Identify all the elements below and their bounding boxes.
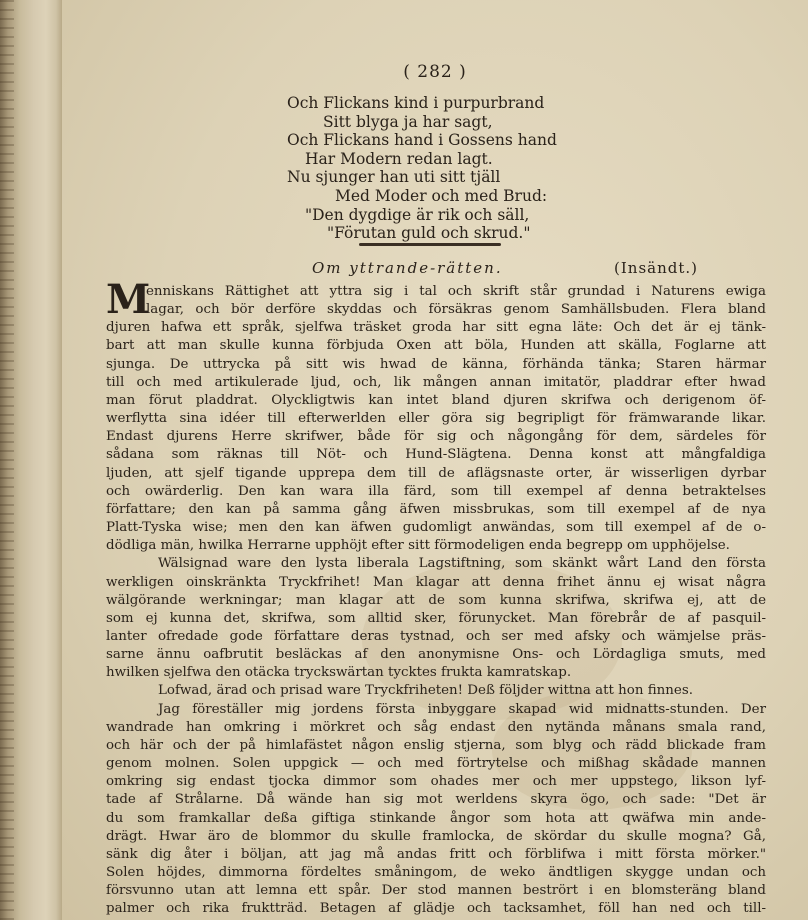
- text-line: Jag föreställer mig jordens första inbyggare skapad wid midnatts-stunden. Der: [158, 701, 766, 717]
- text-line: omkring sig endast tjocka dimmor som ohades mer och mer uppstego, likson lyf-: [106, 774, 766, 790]
- article-title: Om yttrande-rätten.: [312, 259, 503, 277]
- text-line: Wälsignad ware den lysta liberala Lagstiftning, som skänkt wårt Land den första: [158, 556, 766, 572]
- text-line: enniskans Rättighet att yttra sig i tal och skrift står grundad i Naturens ewiga: [146, 284, 766, 299]
- article-tag: (Insändt.): [614, 259, 698, 277]
- text-line: djuren hafwa ett språk, sjelfwa träsket groda har sitt egna läte: Och det är ej tänk-: [106, 320, 766, 336]
- text-line: författare; den kan på samma gång äfwen missbrukas, som till exempel af de nya: [106, 501, 766, 517]
- poem-line: Med Moder och med Brud:: [335, 186, 548, 205]
- text-line: Endast djurens Herre skrifwer, både för sig och någongång för dem, särdeles för: [106, 429, 766, 445]
- text-line: lanter ofredade gode författare deras tystnad, och ser med afsky och wämjelse präs-: [106, 628, 766, 644]
- text-line: werkligen oinskränkta Tryckfrihet! Man klagar att denna frihet ännu ej wisat några: [106, 574, 766, 590]
- poem-line: Nu sjunger han uti sitt tjäll: [287, 168, 501, 187]
- text-line: lagar, och bör derföre skyddas och försäkras genom Samhällsbuden. Flera bland: [146, 302, 766, 318]
- text-line: wandrade han omkring i mörkret och såg endast den nytända månans smala rand,: [106, 719, 766, 735]
- text-line: hwilken sjelfwa den otäcka tryckswärtan tycktes frukta kamratskap.: [106, 665, 572, 681]
- text-line: till och med artikulerade ljud, och, lik mången annan imitatör, pladdrar efter hwad: [106, 374, 766, 390]
- text-line: försvunno utan att lemna ett spår. Der stod mannen bestrört i en blomsteräng bland: [106, 883, 766, 899]
- text-line: sarne ännu oafbrutit besläckas af den anonymisne Ons- och Lördagliga smuts, med: [106, 647, 766, 663]
- drop-cap: M: [106, 276, 151, 323]
- poem-stanza: [287, 94, 647, 243]
- page-stack-edge: [0, 0, 14, 920]
- text-line: palmer och rika fruktträd. Betagen af glädje och tacksamhet, föll han ned och till-: [106, 901, 766, 917]
- text-line: du som framkallar deßa giftiga stinkande ångor som hota att qwäfwa min ande-: [106, 810, 766, 826]
- text-line: Lofwad, ärad och prisad ware Tryckfriheten! Deß följder wittna att hon finnes.: [158, 683, 693, 699]
- book-page: [62, 0, 808, 920]
- section-divider: [359, 243, 501, 246]
- text-line: sjunga. De uttrycka på sitt wis hwad de känna, förhända tänka; Staren härmar: [106, 356, 766, 372]
- text-line: sänk dig åter i böljan, att jag må andas fritt och förblifwa i mitt första mörker.": [106, 846, 766, 862]
- poem-line: Och Flickans kind i purpurbrand: [287, 94, 545, 112]
- text-line: och här och der på himlafästet någon enslig stjerna, som blyg och rädd blickade fram: [106, 737, 766, 753]
- text-line: drägt. Hwar äro de blommor du skulle framlocka, de skördar du skulle mogna? Gå,: [106, 828, 766, 844]
- article-body: [106, 283, 766, 918]
- text-line: bart att man skulle kunna förbjuda Oxen att böla, Hunden att skälla, Foglarne att: [106, 338, 766, 354]
- text-line: werflytta sina idéer till efterwerlden eller göra sig begripligt för främwarande likar.: [106, 411, 766, 427]
- text-line: Solen höjdes, dimmorna fördeltes småningom, de weko ändtligen skygge undan och: [106, 865, 766, 880]
- text-line: tade af Strålarne. Då wände han sig mot werldens skyra ögo, och sade: "Det är: [106, 792, 766, 808]
- poem-line: "Förutan guld och skrud.": [327, 224, 531, 243]
- page-number: ( 282 ): [403, 62, 467, 82]
- poem-line: "Den dygdige är rik och säll,: [305, 205, 530, 224]
- poem-line: Och Flickans hand i Gossens hand: [287, 131, 557, 150]
- text-line: genom molnen. Solen uppgick — och med förtrytelse och mißhag skådade mannen: [106, 756, 766, 772]
- text-line: och owärderlig. Den kan wara illa färd, som till exempel af denna betraktelses: [106, 483, 766, 499]
- book-binding-edge: [0, 0, 62, 920]
- poem-line: Sitt blyga ja har sagt,: [323, 112, 493, 131]
- text-line: sådana som räknas till Nöt- och Hund-Slägtena. Denna konst att mångfaldiga: [106, 447, 766, 463]
- text-line: dödliga män, hwilka Herrarne upphöjt efter sitt förmodeligen enda begrepp om upphöjelse.: [106, 538, 730, 554]
- poem-line: Har Modern redan lagt.: [305, 149, 493, 168]
- text-line: ljuden, att sjelf tigande upprepa dem till de aflägsnaste orter, är wisserligen dyrbar: [106, 465, 766, 481]
- text-line: Platt-Tyska wise; men den kan äfwen gudomligt anwändas, som till exempel af de o-: [106, 520, 766, 536]
- text-line: wälgörande werkningar; man klagar att de som kunna skrifwa, skrifwa ej, att de: [106, 592, 766, 608]
- text-line: man förut pladdrat. Olyckligtwis kan intet bland djuren skrifwa och derigenom öf-: [106, 392, 766, 408]
- text-line: som ej kunna det, skrifwa, som alltid sker, förunycket. Man förebrår de af pasquil-: [106, 610, 766, 626]
